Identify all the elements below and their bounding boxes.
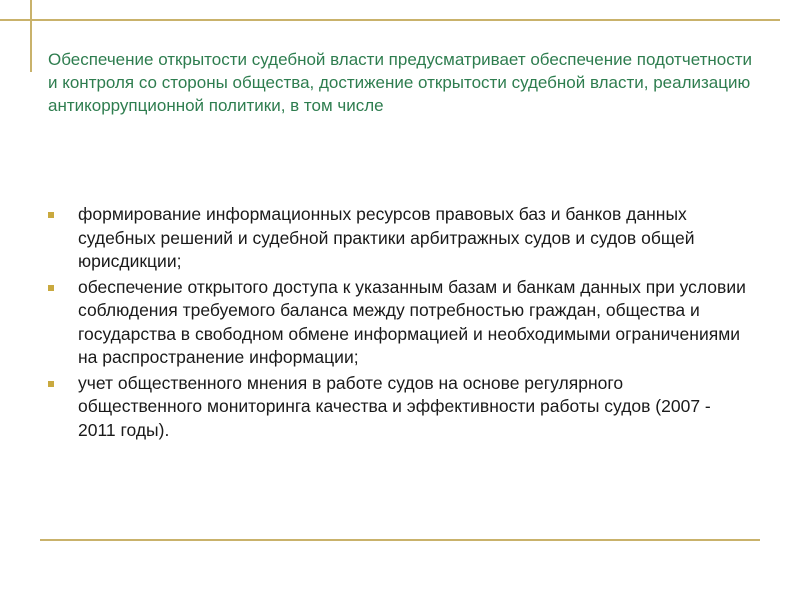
square-bullet-icon [48, 381, 54, 387]
top-decorative-rule [0, 19, 780, 21]
bullet-list [46, 203, 746, 444]
bullet-item-public-opinion [46, 372, 746, 443]
bullet-text: обеспечение открытого доступа к указанным базам и банкам данных при условии соблюдения требуемого баланса между потребностью граждан, общества и государства в свободном обмене информацией и необходимыми ограничениями на распространение информации; [78, 276, 746, 367]
bullet-text: формирование информационных ресурсов правовых баз и банков данных судебных решений и судебной практики арбитражных судов и судов общей юрисдикции; [78, 204, 695, 271]
bottom-decorative-rule [40, 539, 760, 541]
bullet-text: учет общественного мнения в работе судов на основе регулярного общественного мониторинга качества и эффективности работы судов (2007 - 2011 годы). [78, 372, 711, 440]
slide-title: Обеспечение открытости судебной власти предусматривает обеспечение подотчетности и контроля со стороны общества, достижение открытости судебной власти, реализацию антикоррупционной политики, в том числе [48, 50, 752, 115]
square-bullet-icon [48, 212, 54, 218]
square-bullet-icon [48, 285, 54, 291]
bullet-item-information-resources [46, 203, 746, 274]
bullet-item-open-access [46, 276, 746, 370]
side-decorative-rule [30, 0, 32, 72]
